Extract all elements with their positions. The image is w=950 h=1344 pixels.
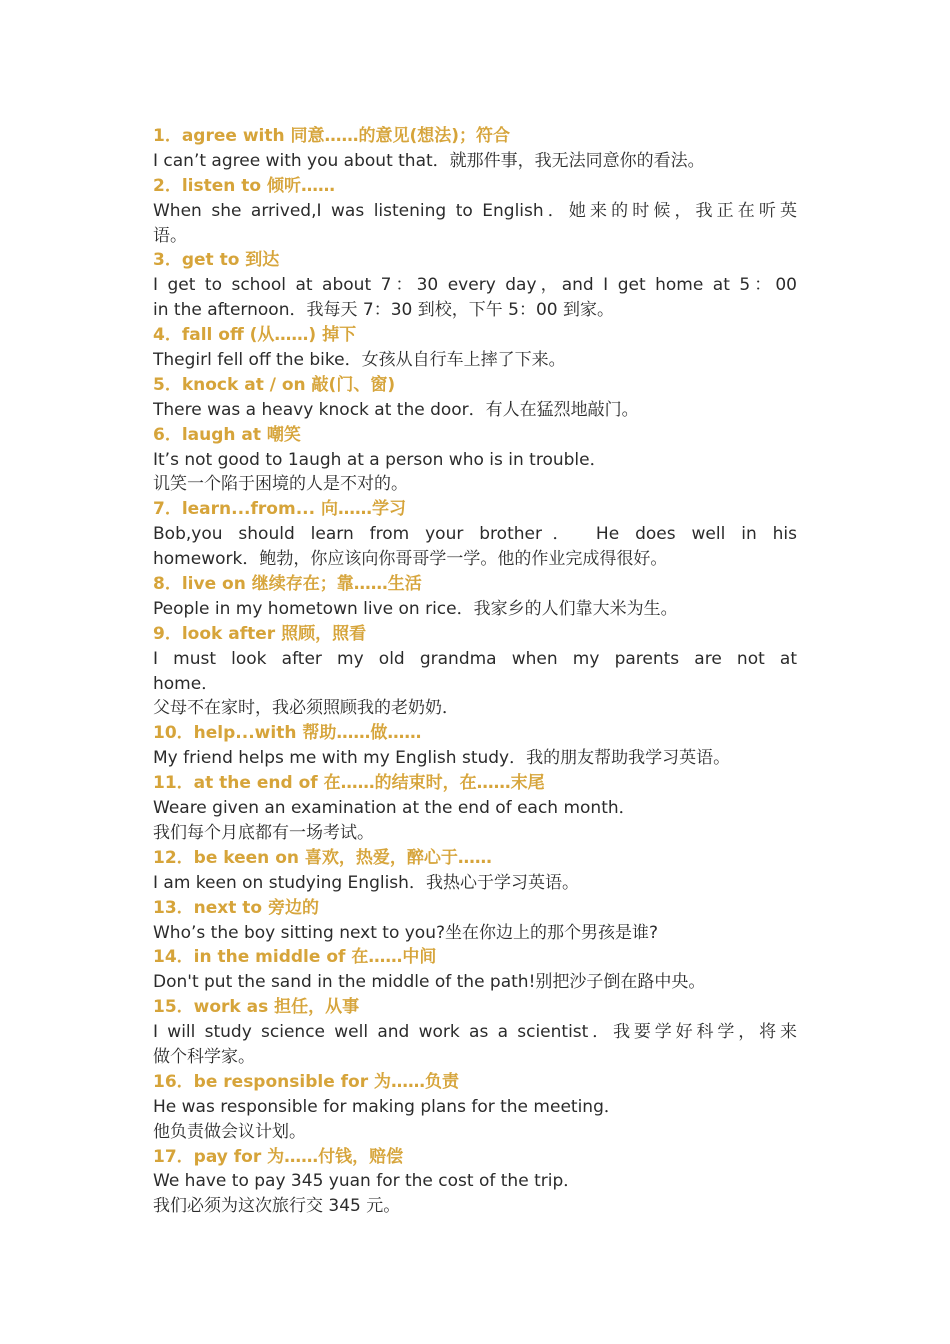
example-line: homework．鲍勃，你应该向你哥哥学一学。他的作业完成得很好。 [153, 549, 668, 570]
document-page [153, 124, 797, 1219]
example-line: I am keen on studying English．我热心于学习英语。 [153, 872, 579, 893]
phrase-heading: 17．pay for 为……付钱，赔偿 [153, 1146, 404, 1167]
example-line: I can’t agree with you about that．就那件事，我无法同意你的看法。 [153, 150, 705, 171]
example-line: He was responsible for making plans for the meeting． [153, 1096, 621, 1117]
example-line: People in my hometown live on rice．我家乡的人们靠大米为生。 [153, 598, 678, 619]
example-line: Bob,you should learn from your brother． He does well in his [153, 524, 797, 545]
example-line: Who’s the boy sitting next to you?坐在你边上的那个男孩是谁? [153, 922, 659, 943]
example-line: I get to school at about 7：30 every day，and I get home at 5：00 [153, 275, 797, 296]
example-line: 语。 [153, 225, 187, 246]
phrase-heading: 8．live on 继续存在；靠……生活 [153, 574, 422, 595]
phrase-heading: 3．get to 到达 [153, 250, 280, 271]
phrase-heading: 12．be keen on 喜欢，热爱，醉心于…… [153, 847, 492, 868]
example-line: Weare given an examination at the end of each month． [153, 798, 636, 819]
phrase-heading: 4．fall off (从……) 掉下 [153, 325, 357, 346]
example-line: 我们必须为这次旅行交 345 元。 [153, 1196, 401, 1217]
example-line: We have to pay 345 yuan for the cost of the trip． [153, 1171, 581, 1192]
example-line: Thegirl fell off the bike．女孩从自行车上摔了下来。 [153, 350, 566, 371]
phrase-heading: 2．listen to 倾听…… [153, 175, 336, 196]
phrase-heading: 5．knock at / on 敲(门、窗) [153, 374, 396, 395]
phrase-heading: 13．next to 旁边的 [153, 897, 320, 918]
phrase-heading: 1．agree with 同意……的意见(想法)；符合 [153, 126, 511, 146]
example-line: 我们每个月底都有一场考试。 [153, 822, 374, 843]
phrase-heading: 6．laugh at 嘲笑 [153, 424, 301, 445]
phrase-heading: 9．look after 照顾，照看 [153, 623, 367, 644]
example-line: When she arrived,I was listening to English．她来的时候，我正在听英 [153, 200, 797, 221]
example-line: 他负责做会议计划。 [153, 1121, 306, 1142]
example-line: I must look after my old grandma when my parents are not at [153, 648, 797, 669]
phrase-heading: 14．in the middle of 在……中间 [153, 947, 437, 968]
phrase-heading: 10．help...with 帮助……做…… [153, 723, 422, 744]
example-line: in the afternoon．我每天 7：30 到校，下午 5：00 到家。 [153, 300, 614, 321]
phrase-heading: 15．work as 担任，从事 [153, 997, 360, 1018]
phrase-heading: 16．be responsible for 为……负责 [153, 1071, 460, 1092]
example-line: I will study science well and work as a scientist．我要学好科学，将来 [153, 1022, 797, 1043]
example-line: 父母不在家时，我必须照顾我的老奶奶． [153, 698, 459, 719]
example-line: 讥笑一个陷于困境的人是不对的。 [153, 474, 408, 495]
example-line: home． [153, 673, 219, 694]
example-line: There was a heavy knock at the door．有人在猛烈地敲门。 [153, 399, 639, 420]
example-line: My friend helps me with my English study．我的朋友帮助我学习英语。 [153, 748, 731, 769]
example-line: It’s not good to 1augh at a person who is in trouble． [153, 449, 607, 470]
phrase-heading: 11．at the end of 在……的结束时，在……末尾 [153, 773, 545, 794]
example-line: 做个科学家。 [153, 1046, 255, 1067]
example-line: Don't put the sand in the middle of the path!别把沙子倒在路中央。 [153, 972, 706, 993]
phrase-heading: 7．learn...from... 向……学习 [153, 499, 406, 520]
